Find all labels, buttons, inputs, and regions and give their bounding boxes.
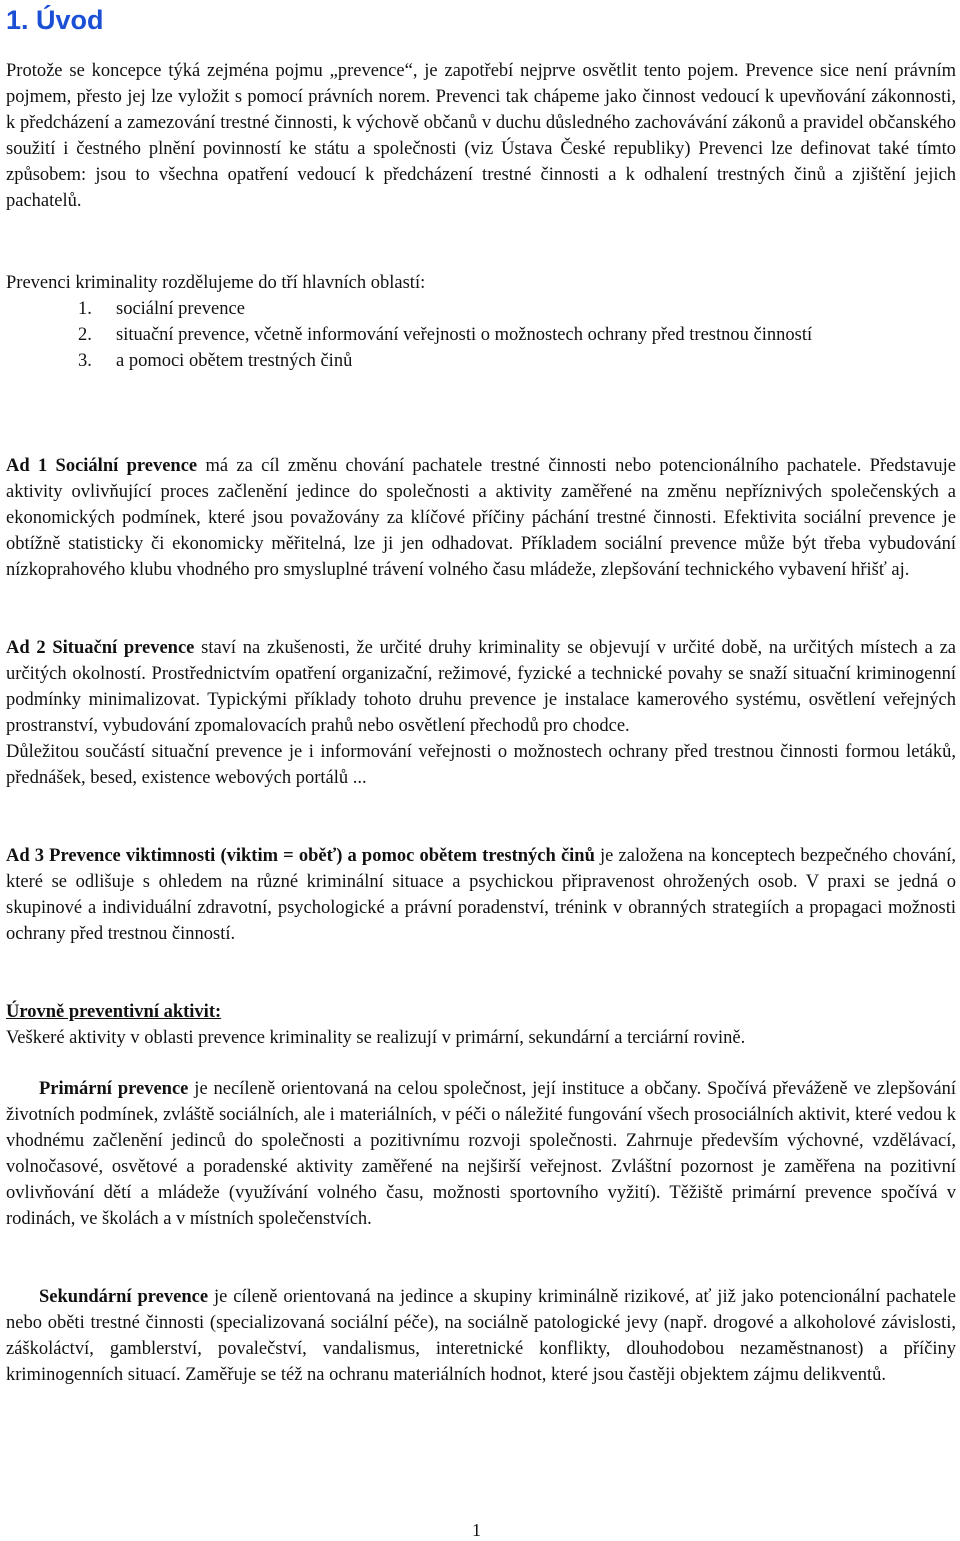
secondary-text: je cíleně orientovaná na jedince a skupiny kriminálně rizikové, ať již jako potencionální pachatele nebo oběti trestné činnosti (specializovaná sociální péče), na sociálně patologické jevy (např. drogové a alkoholové závislosti, záškoláctví, gamblerství, povalečství, vandalismus, interetnické konflikty, dlouhodobou nezaměstnanost) a příčiny kriminogenních situací. Zaměřuje se též na ochranu materiálních hodnot, které jsou častěji objektem zájmu delikventů.	[6, 1287, 956, 1385]
primary-title: Primární prevence	[39, 1079, 189, 1099]
areas-intro: Prevenci kriminality rozdělujeme do tří hlavních oblastí:	[6, 273, 426, 293]
ad3-title: Ad 3 Prevence viktimnosti (viktim = oběť) a pomoc obětem trestných činů	[6, 846, 595, 866]
levels-text: Veškeré aktivity v oblasti prevence kriminality se realizují v primární, sekundární a terciární rovině.	[6, 1028, 746, 1048]
ad2-text: staví na zkušenosti, že určité druhy kriminality se objevují v určité době, na určitých místech a za určitých okolností. Prostřednictvím opatření organizační, režimové, fyzické a technické povahy se snaží situační kriminogenní podmínky minimalizovat. Typickými příklady tohoto druhu prevence je instalace kamerového systému, osvětlení veřejných prostranství, vybudování zpomalovacích prahů nebo osvětlení přechodů pro chodce.	[6, 638, 957, 736]
levels-title: Úrovně preventivní aktivit:	[6, 1002, 222, 1022]
ad3-text: je založena na konceptech bezpečného chování, které se odlišuje s ohledem na různé kriminální situace a psychickou připravenost ohrožených osob. V praxi se jedná o skupinové a individuální zdravotní, psychologické a právní poradenství, trénink v obranných strategiích a propagaci možnosti ochrany před trestnou činností.	[6, 846, 956, 944]
levels-block	[6, 999, 956, 1051]
list-item-number: 3.	[78, 351, 92, 371]
secondary-paragraph	[6, 1284, 956, 1388]
ad2-title: Ad 2 Situační prevence	[6, 638, 195, 658]
ad2-text-continued: Důležitou součástí situační prevence je i informování veřejnosti o možnostech ochrany před trestnou činnosti formou letáků, přednášek, besed, existence webových portálů ...	[6, 742, 956, 788]
ad1-paragraph	[6, 453, 956, 583]
section-heading: 1. Úvod	[6, 5, 104, 35]
ad2-paragraph	[6, 635, 956, 791]
list-item-text: a pomoci obětem trestných činů	[116, 351, 353, 371]
ad3-paragraph	[6, 843, 956, 947]
list-item-text: sociální prevence	[116, 299, 245, 319]
list-item-text: situační prevence, včetně informování veřejnosti o možnostech ochrany před trestnou činností	[116, 325, 813, 345]
list-item-number: 1.	[78, 299, 92, 319]
primary-text: je necíleně orientovaná na celou společnost, její instituce a občany. Spočívá převáženě ve zlepšování životních podmínek, zvláště sociálních, ale i materiálních, v péči o náležité fungování všech prosociálních aktivit, které vedou k vhodnému začlenění jedinců do společnosti a pozitivnímu rozvoji společnosti. Zahrnuje především výchovné, vzdělávací, volnočasové, osvětové a poradenské aktivity zaměřené na nejširší veřejnost. Zvláštní pozornost je zaměřena na pozitivní ovlivňování dětí a mládeže (využívání volného času, možnosti sportovního vyžití). Těžiště primární prevence spočívá v rodinách, ve školách a v místních společenstvích.	[6, 1079, 956, 1229]
secondary-title: Sekundární prevence	[39, 1287, 209, 1307]
areas-list	[6, 296, 956, 374]
ad1-title: Ad 1 Sociální prevence	[6, 456, 198, 476]
page-number: 1	[472, 1520, 481, 1540]
list-item-number: 2.	[78, 325, 92, 345]
intro-text: Protože se koncepce týká zejména pojmu „prevence“, je zapotřebí nejprve osvětlit tento pojem. Prevence sice není právním pojmem, přesto jej lze vyložit s pomocí právních norem. Prevenci tak chápeme jako činnost vedoucí k upevňování zákonnosti, k předcházení a zamezování trestné činnosti, k výchově občanů v duchu důsledného zachovávání zákonů a pravidel občanského soužití i čestného plnění povinností ke státu a společnosti (viz Ústava České republiky) Prevenci lze definovat také tímto způsobem: jsou to všechna opatření vedoucí k předcházení trestné činnosti a k odhalení trestných činů a zjištění jejich pachatelů.	[6, 61, 956, 211]
primary-paragraph	[6, 1076, 956, 1232]
intro-paragraph	[6, 58, 956, 214]
areas-block	[6, 270, 956, 374]
list-item	[6, 348, 956, 374]
ad1-text: má za cíl změnu chování pachatele trestné činnosti nebo potencionálního pachatele. Představuje aktivity ovlivňující proces začlenění jedince do společnosti a aktivity zaměřené na změnu nepříznivých společenských a ekonomických podmínek, které jsou považovány za klíčové příčiny páchání trestné činnosti. Efektivita sociální prevence je obtížně statisticky či ekonomicky měřitelná, lze ji jen odhadovat. Příkladem sociální prevence může být třeba vybudování nízkoprahového klubu vhodného pro smysluplné trávení volného času mládeže, zlepšování technického vybavení hřišť aj.	[6, 456, 956, 580]
list-item	[6, 322, 956, 348]
list-item	[6, 296, 956, 322]
